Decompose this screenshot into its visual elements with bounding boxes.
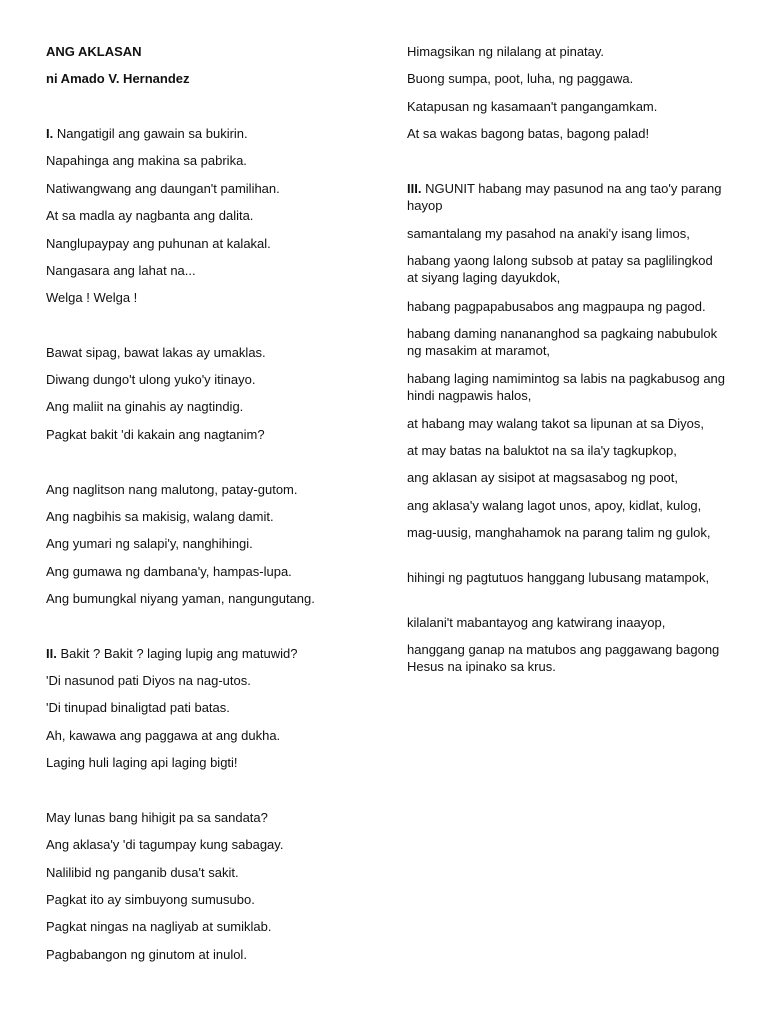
- verse-line: at may batas na baluktot na sa ila'y tagkupkop,: [407, 443, 677, 458]
- section-2-first-line-text: Bakit ? Bakit ? laging lupig ang matuwid?: [60, 646, 298, 661]
- verse-line: 'Di nasunod pati Diyos na nag-utos.: [46, 673, 251, 688]
- verse-line: Ang aklasa'y 'di tagumpay kung sabagay.: [46, 837, 284, 852]
- verse-line: Pagkat bakit 'di kakain ang nagtanim?: [46, 427, 265, 442]
- verse-line: Pagkat ito ay simbuyong sumusubo.: [46, 892, 255, 907]
- verse-line: habang laging namimintog sa labis na pagkabusog ang hindi nagpawis halos,: [407, 371, 726, 403]
- section-1-numeral: I.: [46, 126, 54, 141]
- verse-line: Nangasara ang lahat na...: [46, 263, 196, 278]
- verse-line: Pagkat ningas na nagliyab at sumiklab.: [46, 919, 272, 934]
- verse-line: habang daming nanananghod sa pagkaing nabubulok ng masakim at maramot,: [407, 326, 718, 358]
- verse-line: Buong sumpa, poot, luha, ng paggawa.: [407, 71, 634, 86]
- verse-line: Diwang dungo't ulong yuko'y itinayo.: [46, 372, 256, 387]
- verse-line: Natiwangwang ang daungan't pamilihan.: [46, 181, 280, 196]
- verse-line: hanggang ganap na matubos ang paggawang bagong Hesus na ipinako sa krus.: [407, 642, 720, 674]
- verse-line: samantalang my pasahod na anaki'y isang limos,: [407, 226, 690, 241]
- verse-line: habang pagpapabusabos ang magpaupa ng pagod.: [407, 299, 706, 314]
- verse-line: Katapusan ng kasamaan't pangangamkam.: [407, 99, 658, 114]
- section-1-first-line-text: Nangatigil ang gawain sa bukirin.: [56, 126, 248, 141]
- section-1-first-line: [46, 125, 366, 142]
- verse-line: Ang maliit na ginahis ay nagtindig.: [46, 399, 244, 414]
- section-3-first-line: [407, 180, 727, 214]
- verse-line: Ang bumungkal niyang yaman, nangungutang.: [46, 591, 315, 606]
- verse-line: Ang naglitson nang malutong, patay-gutom.: [46, 482, 298, 497]
- verse-line: mag-uusig, manghahamok na parang talim ng gulok,: [407, 525, 711, 540]
- verse-line: Laging huli laging api laging bigti!: [46, 755, 238, 770]
- verse-line: May lunas bang hihigit pa sa sandata?: [46, 810, 268, 825]
- section-3-first-line-text: NGUNIT habang may pasunod na ang tao'y parang hayop: [407, 181, 722, 213]
- verse-line: hihingi ng pagtutuos hanggang lubusang matampok,: [407, 570, 710, 585]
- verse-line: Ang nagbihis sa makisig, walang damit.: [46, 509, 274, 524]
- verse-line: ang aklasa'y walang lagot unos, apoy, kidlat, kulog,: [407, 498, 702, 513]
- poem-author: ni Amado V. Hernandez: [46, 71, 190, 86]
- verse-line: 'Di tinupad binaligtad pati batas.: [46, 700, 230, 715]
- section-3-numeral: III.: [407, 181, 422, 196]
- verse-line: at habang may walang takot sa lipunan at sa Diyos,: [407, 416, 705, 431]
- verse-line: Pagbabangon ng ginutom at inulol.: [46, 947, 247, 962]
- section-2-numeral: II.: [46, 646, 57, 661]
- verse-line: Welga ! Welga !: [46, 290, 138, 305]
- verse-line: habang yaong lalong subsob at patay sa paglilingkod at siyang laging dayukdok,: [407, 253, 713, 285]
- poem-title: ANG AKLASAN: [46, 44, 142, 59]
- verse-line: Nalilibid ng panganib dusa't sakit.: [46, 865, 239, 880]
- verse-line: ang aklasan ay sisipot at magsasabog ng poot,: [407, 470, 679, 485]
- verse-line: Ah, kawawa ang paggawa at ang dukha.: [46, 728, 281, 743]
- section-2-first-line: [46, 645, 366, 662]
- verse-line: Napahinga ang makina sa pabrika.: [46, 153, 247, 168]
- verse-line: At sa madla ay nagbanta ang dalita.: [46, 208, 254, 223]
- verse-line: Himagsikan ng nilalang at pinatay.: [407, 44, 605, 59]
- verse-line: Ang yumari ng salapi'y, nanghihingi.: [46, 536, 253, 551]
- verse-line: Ang gumawa ng dambana'y, hampas-lupa.: [46, 564, 292, 579]
- verse-line: Bawat sipag, bawat lakas ay umaklas.: [46, 345, 266, 360]
- verse-line: At sa wakas bagong batas, bagong palad!: [407, 126, 650, 141]
- verse-line: kilalani't mabantayog ang katwirang inaayop,: [407, 615, 666, 630]
- verse-line: Nanglupaypay ang puhunan at kalakal.: [46, 236, 271, 251]
